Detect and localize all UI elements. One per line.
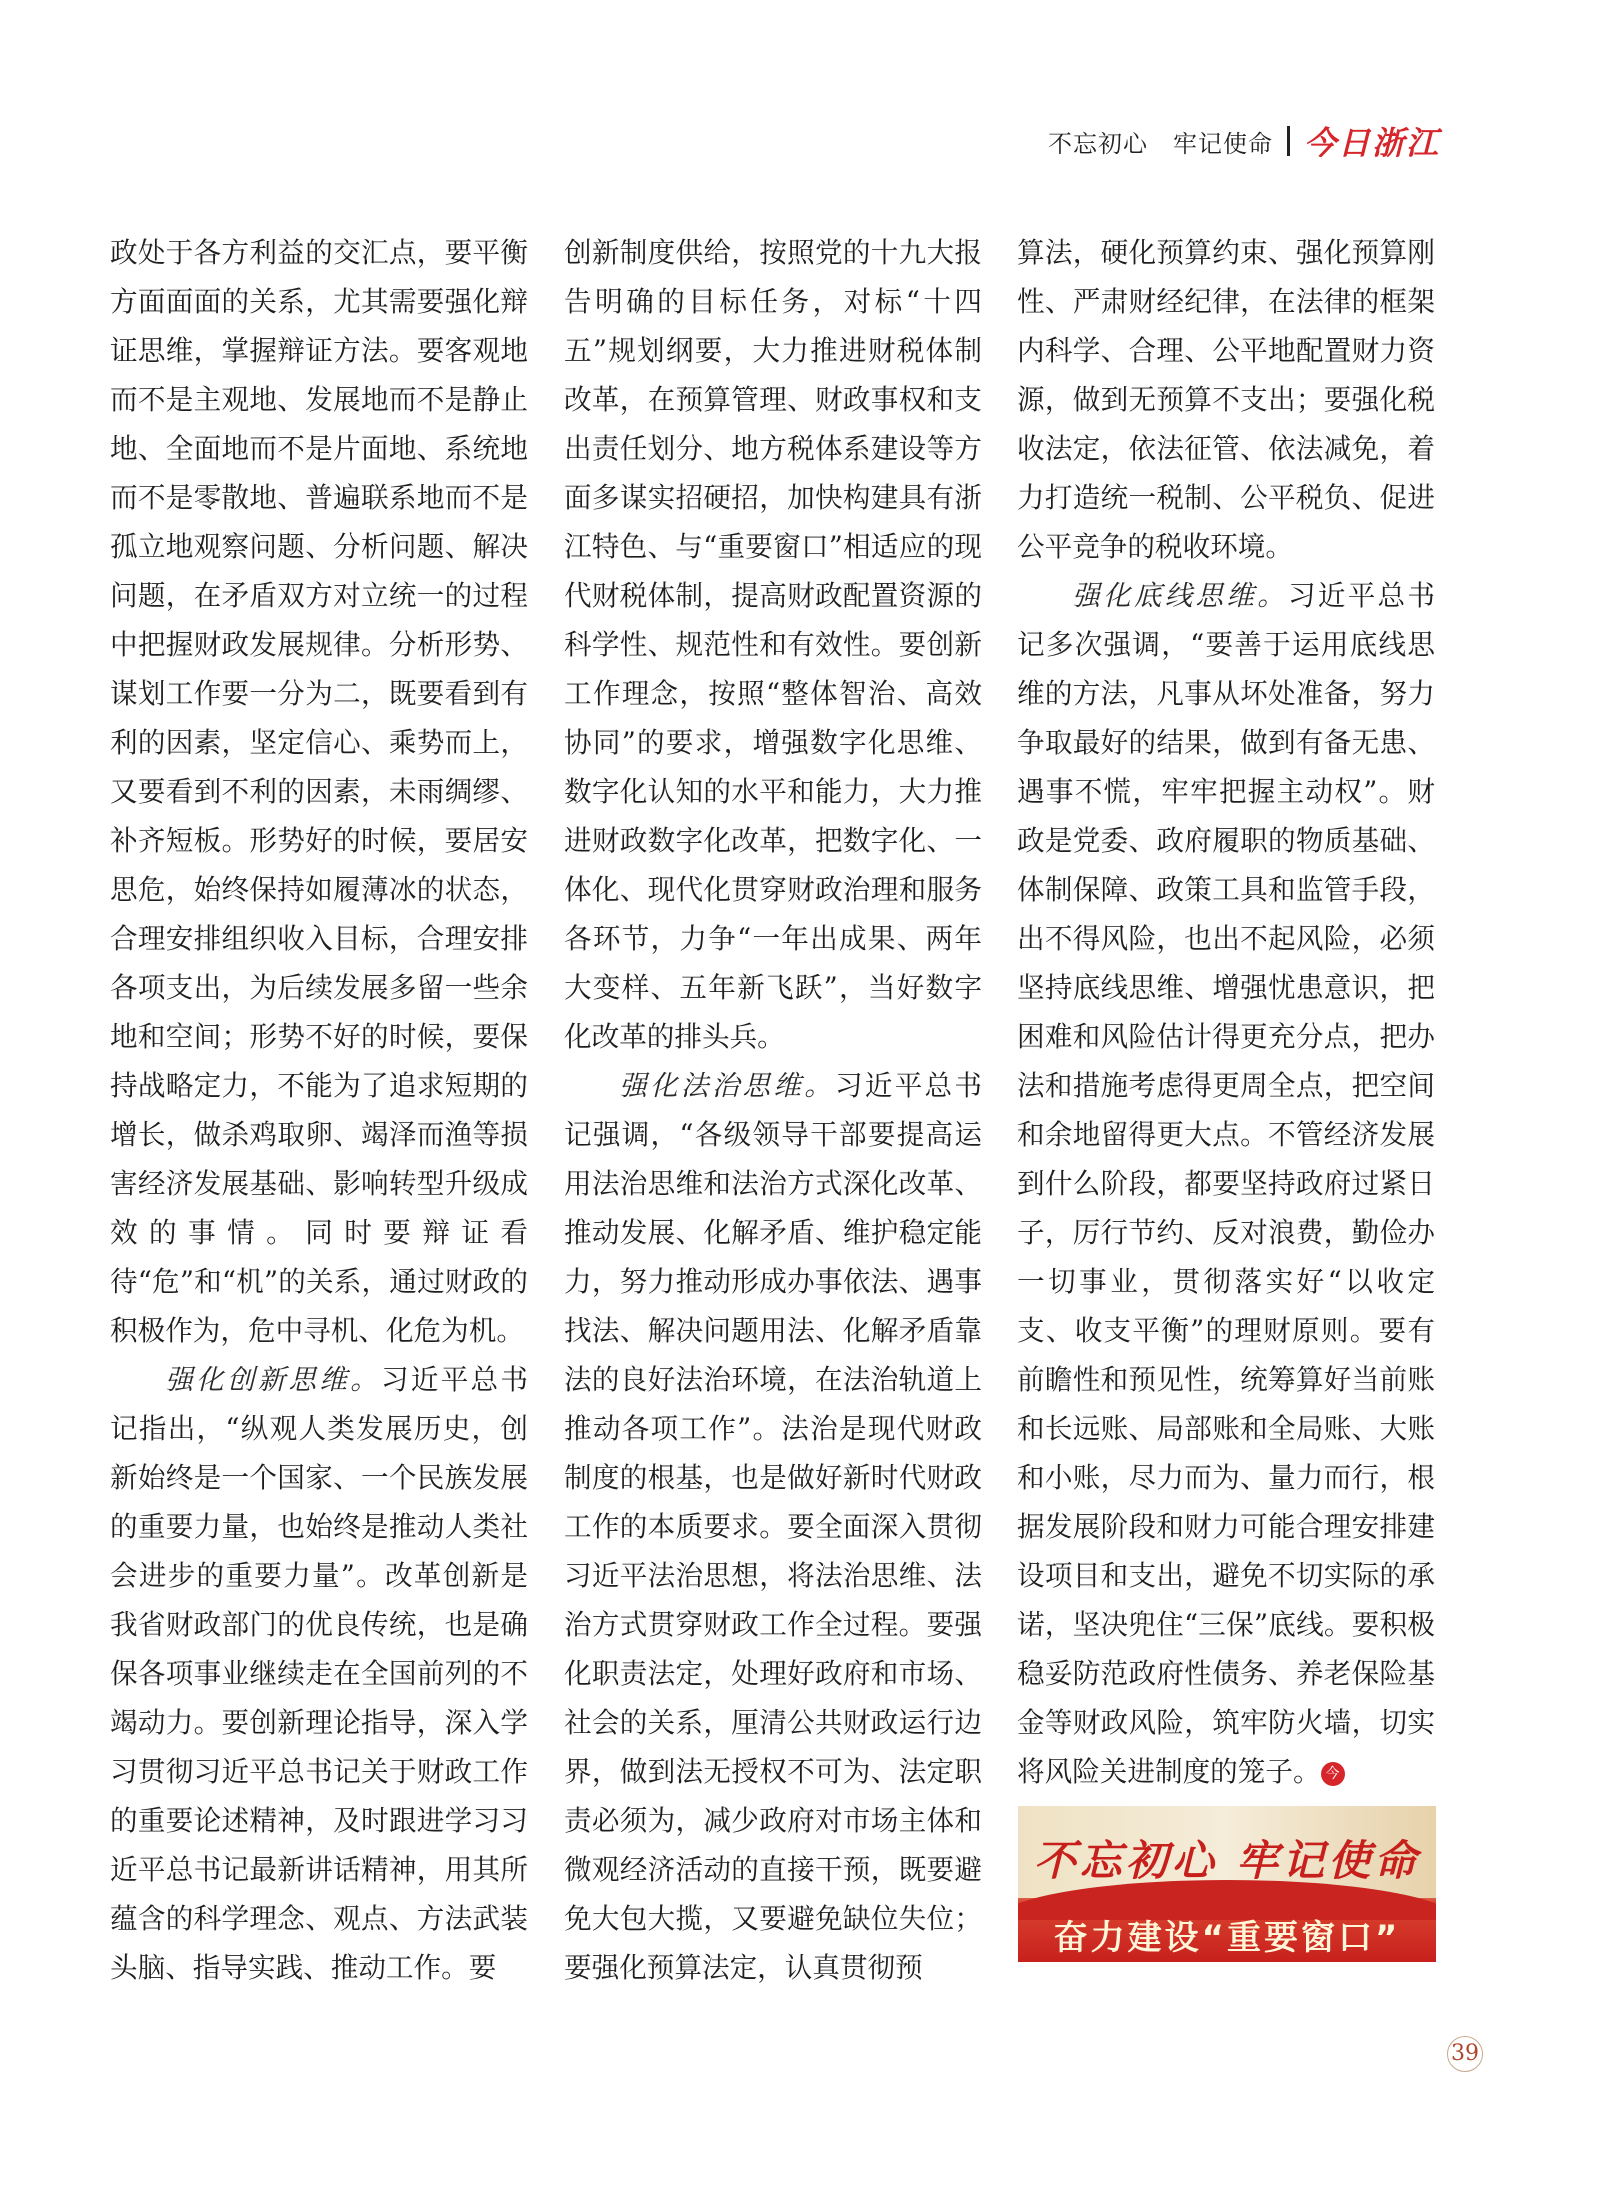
section-lead: 强化创新思维。: [165, 1363, 382, 1396]
header-slogan: 不忘初心 牢记使命: [1047, 129, 1273, 158]
end-mark-icon: 今: [1321, 1762, 1345, 1786]
paragraph: [1017, 571, 1435, 1796]
section-lead: 强化底线思维。: [1072, 579, 1289, 612]
paragraph: [564, 1061, 982, 1992]
section-lead: 强化法治思维。: [619, 1069, 836, 1102]
article-column-2: [564, 228, 982, 1992]
paragraph: [110, 1355, 528, 1992]
campaign-banner: [1018, 1806, 1436, 1962]
page-number: 39: [1447, 2036, 1483, 2072]
paragraph: 政处于各方利益的交汇点，要平衡方面面面的关系，尤其需要强化辩证思维，掌握辩证方法。要客观地而不是主观地、发展地而不是静止地、全面地而不是片面地、系统地而不是零散地、普遍联系地而不是孤立地观察问题、分析问题、解决问题，在矛盾双方对立统一的过程中把握财政发展规律。分析形势、谋划工作要一分为二，既要看到有利的因素，坚定信心、乘势而上，又要看到不利的因素，未雨绸缪、补齐短板。形势好的时候，要居安思危，始终保持如履薄冰的状态，合理安排组织收入目标，合理安排各项支出，为后续发展多留一些余地和空间；形势不好的时候，要保持战略定力，不能为了追求短期的增长，做杀鸡取卵、竭泽而渔等损害经济发展基础、影响转型升级成效的事情。同时要辩证看待“危”和“机”的关系，通过财政的积极作为，危中寻机、化危为机。: [110, 236, 528, 1347]
paragraph-text: 习近平总书记指出，“纵观人类发展历史，创新始终是一个国家、一个民族发展的重要力量，也始终是推动人类社会进步的重要力量”。改革创新是我省财政部门的优良传统，也是确保各项事业继续走在全国前列的不竭动力。要创新理论指导，深入学习贯彻习近平总书记关于财政工作的重要论述精神，及时跟进学习习近平总书记最新讲话精神，用其所蕴含的科学理念、观点、方法武装头脑、指导实践、推动工作。要: [110, 1363, 528, 1984]
magazine-logo: 今日浙江: [1303, 124, 1440, 162]
article-column-1: [110, 228, 528, 1992]
header-divider: [1287, 126, 1290, 156]
banner-subtitle: 奋力建设“重要窗口”: [1053, 1918, 1401, 1958]
article-column-3: [1017, 228, 1435, 1796]
paragraph-text: 习近平总书记强调，“各级领导干部要提高运用法治思维和法治方式深化改革、推动发展、化解矛盾、维护稳定能力，努力推动形成办事依法、遇事找法、解决问题用法、化解矛盾靠法的良好法治环境，在法治轨道上推动各项工作”。法治是现代财政制度的根基，也是做好新时代财政工作的本质要求。要全面深入贯彻习近平法治思想，将法治思维、法治方式贯穿财政工作全过程。要强化职责法定，处理好政府和市场、社会的关系，厘清公共财政运行边界，做到法无授权不可为、法定职责必须为，减少政府对市场主体和微观经济活动的直接干预，既要避免大包大揽，又要避免缺位失位；要强化预算法定，认真贯彻预: [564, 1069, 982, 1984]
banner-title: 不忘初心 牢记使命: [1033, 1836, 1421, 1885]
paragraph: 算法，硬化预算约束、强化预算刚性、严肃财经纪律，在法律的框架内科学、合理、公平地配置财力资源，做到无预算不支出；要强化税收法定，依法征管、依法减免，着力打造统一税制、公平税负、促进公平竞争的税收环境。: [1017, 236, 1435, 563]
paragraph-text: 习近平总书记多次强调，“要善于运用底线思维的方法，凡事从坏处准备，努力争取最好的结果，做到有备无患、遇事不慌，牢牢把握主动权”。财政是党委、政府履职的物质基础、体制保障、政策工具和监管手段，出不得风险，也出不起风险，必须坚持底线思维、增强忧患意识，把困难和风险估计得更充分点，把办法和措施考虑得更周全点，把空间和余地留得更大点。不管经济发展到什么阶段，都要坚持政府过紧日子，厉行节约、反对浪费，勤俭办一切事业，贯彻落实好“以收定支、收支平衡”的理财原则。要有前瞻性和预见性，统筹算好当前账和长远账、局部账和全局账、大账和小账，尽力而为、量力而行，根据发展阶段和财力可能合理安排建设项目和支出，避免不切实际的承诺，坚决兜住“三保”底线。要积极稳妥防范政府性债务、养老保险基金等财政风险，筑牢防火墙，切实将风险关进制度的笼子。: [1017, 579, 1435, 1788]
paragraph: 创新制度供给，按照党的十九大报告明确的目标任务，对标“十四五”规划纲要，大力推进财税体制改革，在预算管理、财政事权和支出责任划分、地方税体系建设等方面多谋实招硬招，加快构建具有浙江特色、与“重要窗口”相适应的现代财税体制，提高财政配置资源的科学性、规范性和有效性。要创新工作理念，按照“整体智治、高效协同”的要求，增强数字化思维、数字化认知的水平和能力，大力推进财政数字化改革，把数字化、一体化、现代化贯穿财政治理和服务各环节，力争“一年出成果、两年大变样、五年新飞跃”，当好数字化改革的排头兵。: [564, 236, 982, 1053]
page-header: [1048, 118, 1440, 164]
